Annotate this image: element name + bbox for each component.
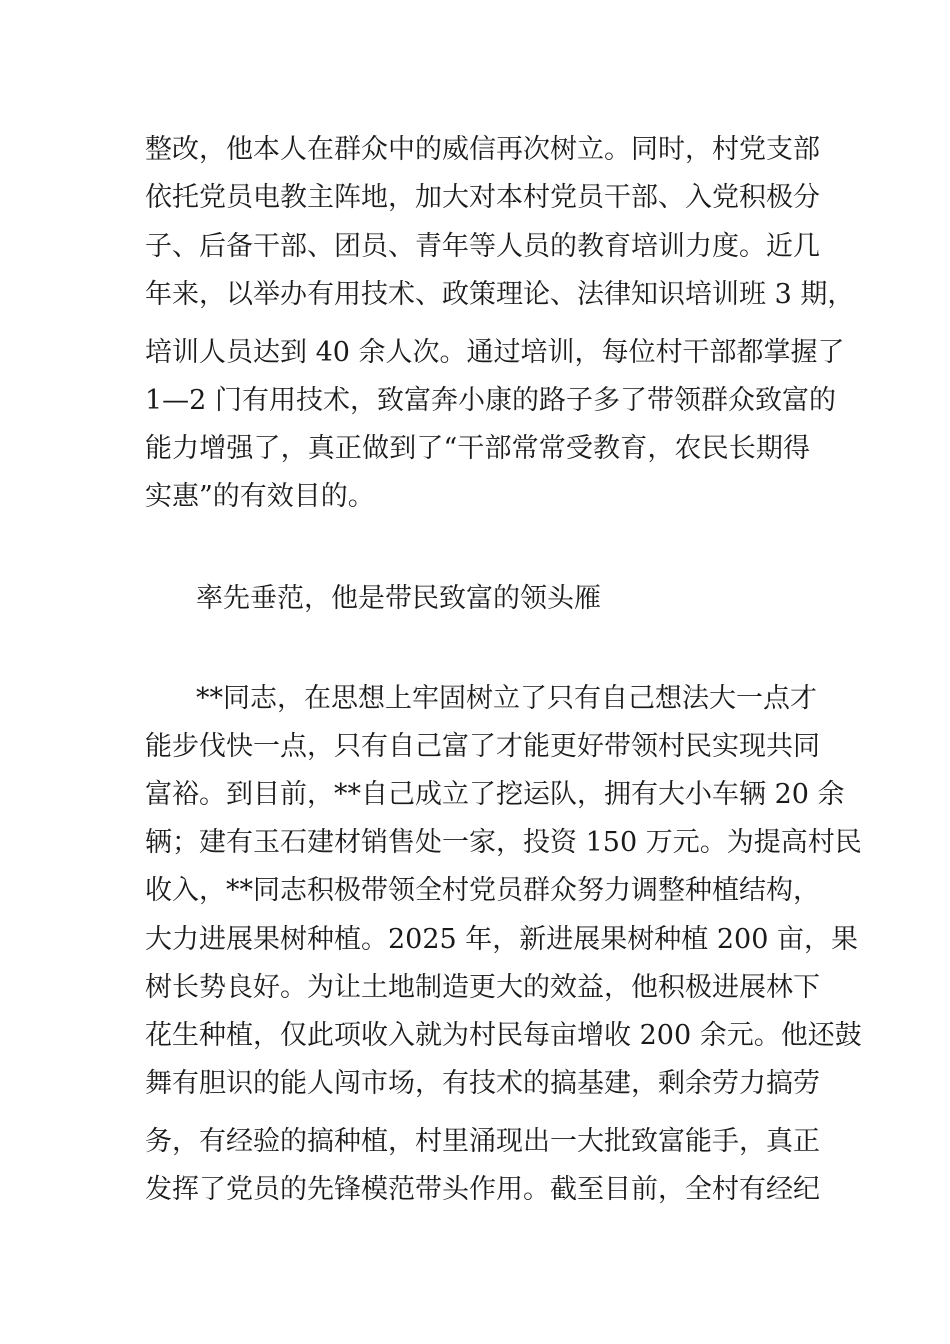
paragraph-2-line-9: 舞有胆识的能人闯市场，有技术的搞基建，剩余劳力搞劳: [145, 1068, 820, 1099]
paragraph-2-line-4: 辆；建有玉石建材销售处一家，投资 150 万元。为提高村民: [145, 827, 862, 858]
paragraph-1-line-3: 子、后备干部、团员、青年等人员的教育培训力度。近几: [145, 231, 820, 262]
paragraph-1-line-4: 年来，以举办有用技术、政策理论、法律知识培训班 3 期，: [145, 279, 855, 310]
paragraph-2-line-3: 富裕。到目前，**自己成立了挖运队，拥有大小车辆 20 余: [145, 779, 845, 810]
paragraph-2-line-7: 树长势良好。为让土地制造更大的效益，他积极进展林下: [145, 972, 820, 1003]
paragraph-1-line-1: 整改，他本人在群众中的威信再次树立。同时，村党支部: [145, 134, 820, 165]
paragraph-1-line-8: 实惠”的有效目的。: [145, 481, 375, 512]
paragraph-1-line-7: 能力增强了，真正做到了“干部常常受教育，农民长期得: [145, 433, 810, 464]
paragraph-2-line-2: 能步伐快一点，只有自己富了才能更好带领村民实现共同: [145, 731, 820, 762]
paragraph-2-line-1: **同志，在思想上牢固树立了只有自己想法大一点才: [196, 683, 817, 714]
paragraph-2-line-8: 花生种植，仅此项收入就为村民每亩增收 200 余元。他还鼓: [145, 1020, 862, 1051]
paragraph-1-line-6: 1—2 门有用技术，致富奔小康的路子多了带领群众致富的: [145, 385, 836, 416]
paragraph-2-line-11: 发挥了党员的先锋模范带头作用。截至目前，全村有经纪: [145, 1174, 820, 1205]
paragraph-2-line-6: 大力进展果树种植。2025 年，新进展果树种植 200 亩，果: [145, 924, 858, 955]
paragraph-1-line-5: 培训人员达到 40 余人次。通过培训，每位村干部都掌握了: [145, 337, 845, 368]
paragraph-2-line-5: 收入，**同志积极带领全村党员群众努力调整种植结构，: [145, 875, 820, 906]
section-heading: 率先垂范，他是带民致富的领头雁: [196, 583, 601, 614]
paragraph-1-line-2: 依托党员电教主阵地，加大对本村党员干部、入党积极分: [145, 182, 820, 213]
paragraph-2-line-10: 务，有经验的搞种植，村里涌现出一大批致富能手，真正: [145, 1126, 820, 1157]
